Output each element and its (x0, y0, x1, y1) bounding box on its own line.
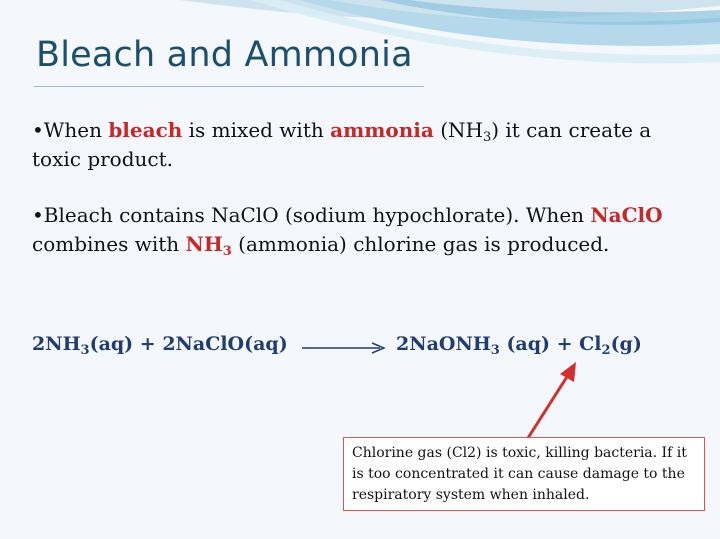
reactant-nh: 2NH (32, 333, 81, 355)
para2-text-suffix: (ammonia) chlorine gas is produced. (231, 232, 610, 256)
para1-text-suffix: ) it can create a toxic product. (32, 118, 652, 171)
reactant-subscript: 3 (80, 343, 90, 358)
para1-text-mid: is mixed with (182, 118, 331, 142)
reactant-rest: (aq) + 2NaClO(aq) (89, 333, 288, 355)
product-cl: (aq) + Cl (499, 333, 602, 355)
highlight-nh3: NH (185, 232, 223, 256)
callout-pointer-arrow-icon (520, 362, 580, 442)
reaction-arrow-icon (300, 340, 390, 356)
equation-products (396, 333, 642, 358)
para1-formula: (NH (433, 118, 483, 142)
highlight-ammonia: ammonia (330, 118, 434, 142)
para2-subscript: 3 (222, 244, 232, 259)
bullet-paragraph-2 (32, 201, 692, 259)
highlight-naclo: NaClO (590, 203, 663, 227)
para2-text-prefix: •Bleach contains NaClO (sodium hypochlorate). When (32, 203, 591, 227)
slide-title: Bleach and Ammonia (36, 35, 413, 75)
product-naonh: 2NaONH (396, 333, 491, 355)
product-subscript-2: 2 (601, 343, 611, 358)
product-subscript-1: 3 (490, 343, 500, 358)
para2-text-mid: combines with (32, 232, 186, 256)
product-state: (g) (610, 333, 642, 355)
bullet-paragraph-1 (32, 116, 692, 174)
callout-box: Chlorine gas (Cl2) is toxic, killing bacteria. If it is too concentrated it can cause damage to the respiratory system when inhaled. (343, 437, 705, 511)
para1-text-prefix: •When (32, 118, 109, 142)
highlight-bleach: bleach (108, 118, 183, 142)
para1-subscript: 3 (482, 130, 492, 145)
equation-reactants (32, 333, 288, 358)
title-underline (34, 86, 424, 87)
